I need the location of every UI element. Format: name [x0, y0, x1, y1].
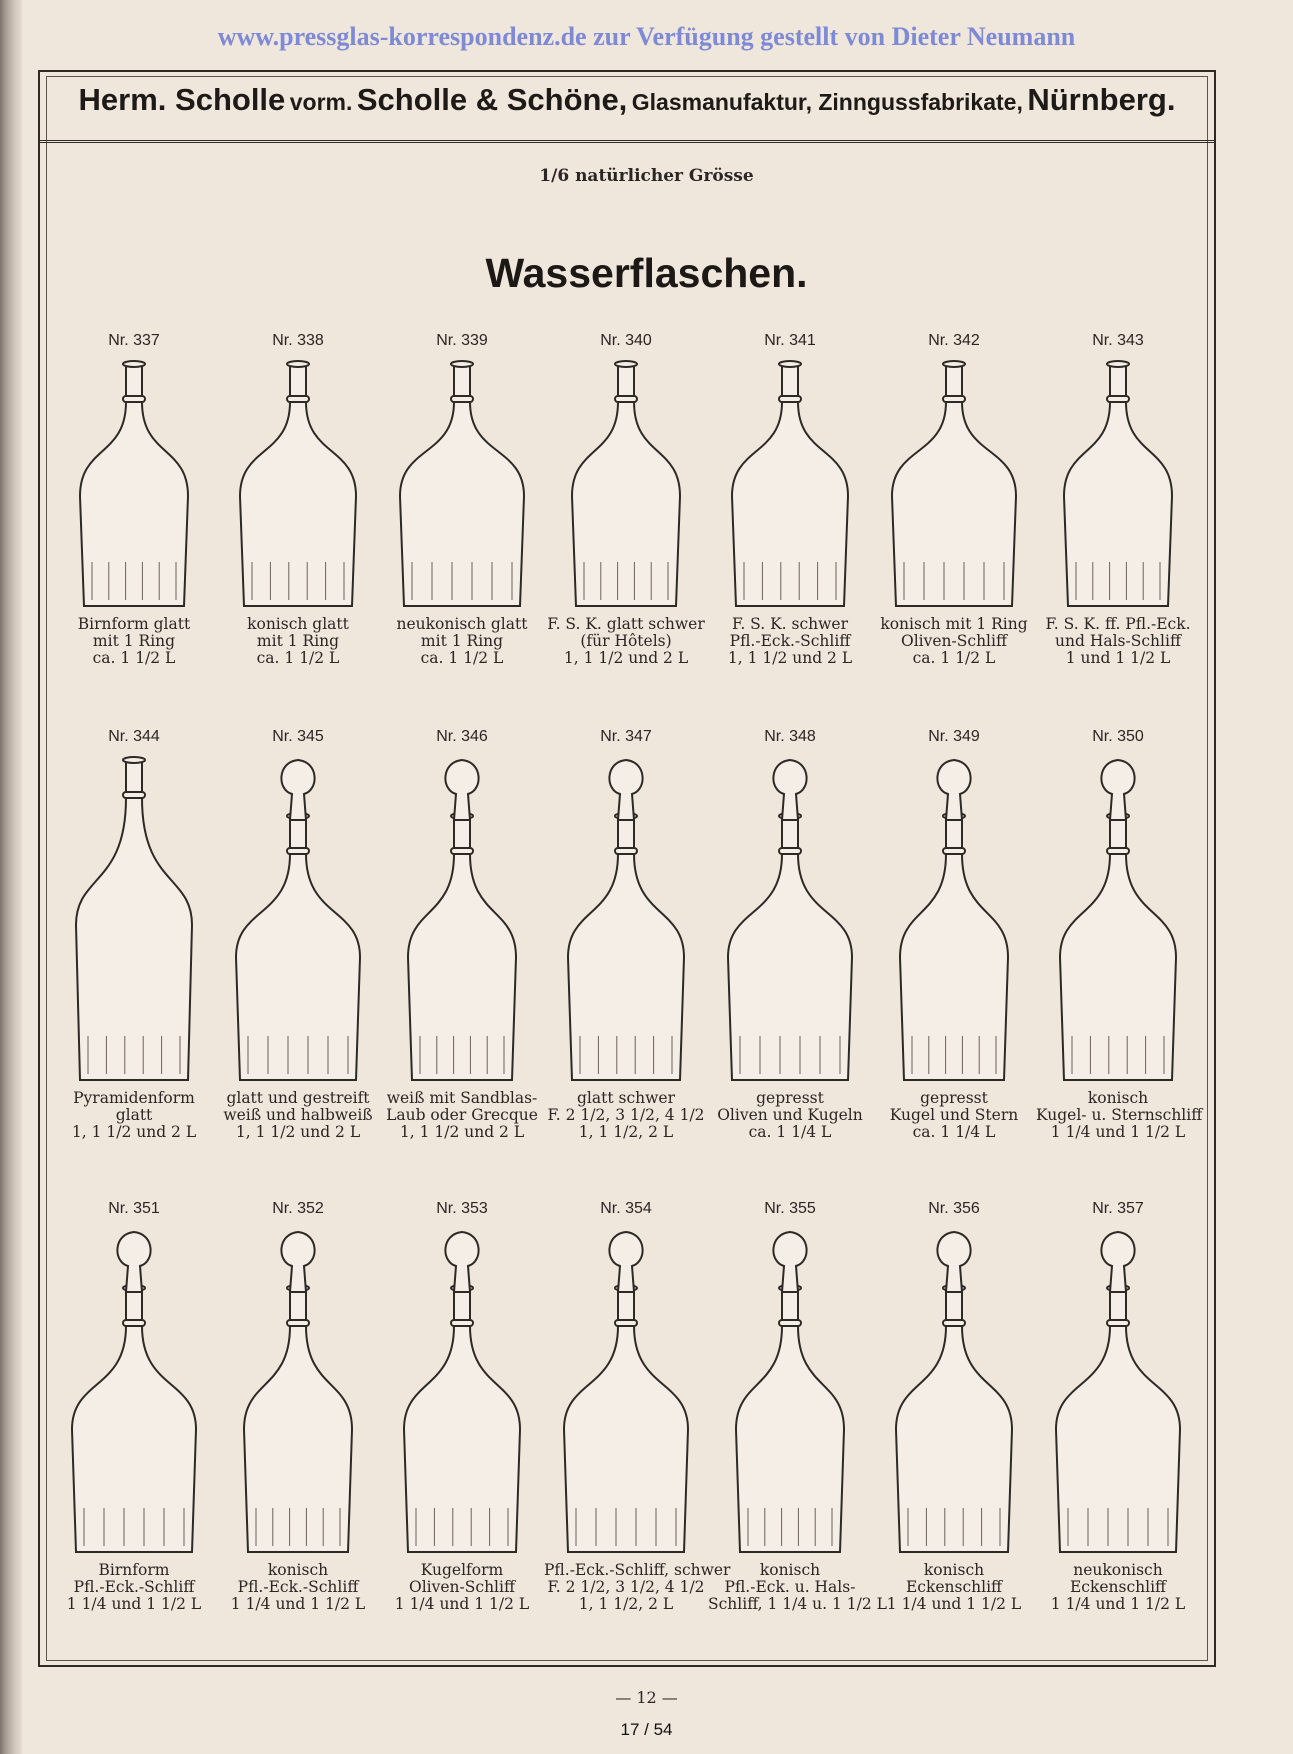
item-description-line: 1 1/4 und 1 1/2 L	[66, 1595, 202, 1613]
item-description-line: glatt schwer	[577, 1089, 675, 1107]
item-description-line: Kugelform	[420, 1561, 504, 1579]
bottle-illustration	[397, 754, 527, 1084]
item-description	[1036, 616, 1200, 667]
item-description-line: Pfl.-Eck. u. Hals-	[724, 1578, 856, 1596]
bottle-item	[872, 332, 1036, 667]
item-number: Nr. 342	[928, 332, 980, 349]
item-description-line: konisch mit 1 Ring	[880, 615, 1028, 633]
item-description-line: Kugel und Stern	[889, 1106, 1019, 1124]
item-description-line: 1 1/4 und 1 1/2 L	[1050, 1595, 1186, 1613]
item-description-line: (für Hôtels)	[580, 632, 672, 650]
item-number: Nr. 340	[600, 332, 652, 349]
item-description	[380, 1090, 544, 1141]
item-number: Nr. 337	[108, 332, 160, 349]
item-description-line: mit 1 Ring	[256, 632, 340, 650]
item-description-line: Oliven-Schliff	[409, 1578, 515, 1596]
item-number: Nr. 349	[928, 728, 980, 745]
item-description-line: 1 und 1 1/2 L	[1065, 649, 1171, 667]
item-number: Nr. 348	[764, 728, 816, 745]
header-city: Nürnberg.	[1027, 82, 1176, 117]
bottle-illustration	[725, 1226, 855, 1556]
item-description-line: F. S. K. ff. Pfl.-Eck.	[1045, 615, 1191, 633]
bottle-item	[52, 332, 216, 667]
catalog-header	[38, 82, 1216, 118]
item-description-line: Eckenschliff	[1069, 1578, 1167, 1596]
item-description-line: ca. 1 1/2 L	[420, 649, 504, 667]
item-number: Nr. 346	[436, 728, 488, 745]
bottle-illustration	[725, 358, 855, 610]
item-number: Nr. 352	[272, 1200, 324, 1217]
item-description-line: F. S. K. schwer	[731, 615, 848, 633]
item-description-line: konisch	[1087, 1089, 1149, 1107]
item-description-line: 1, 1 1/2 und 2 L	[235, 1123, 361, 1141]
item-description	[380, 1562, 544, 1613]
item-description-line: mit 1 Ring	[420, 632, 504, 650]
item-description-line: neukonisch glatt	[396, 615, 528, 633]
bottle-item	[216, 1200, 380, 1613]
item-description	[544, 1090, 708, 1141]
pager: 17 / 54	[620, 1720, 673, 1739]
page-title: Wasserflaschen.	[485, 250, 808, 296]
bottle-item	[708, 728, 872, 1141]
item-description-line: weiß und halbweiß	[223, 1106, 373, 1124]
bottle-item	[544, 332, 708, 667]
bottle-illustration	[1053, 754, 1183, 1084]
item-description-line: Pfl.-Eck.-Schliff	[73, 1578, 195, 1596]
bottle-illustration	[561, 754, 691, 1084]
item-description-line: Birnform glatt	[77, 615, 191, 633]
item-number: Nr. 357	[1092, 1200, 1144, 1217]
item-description-line: Birnform	[98, 1561, 170, 1579]
item-description-line: 1 1/4 und 1 1/2 L	[1050, 1123, 1186, 1141]
bottle-item	[380, 1200, 544, 1613]
item-description	[872, 1090, 1036, 1141]
item-number: Nr. 355	[764, 1200, 816, 1217]
item-description	[872, 616, 1036, 667]
item-description	[1036, 1562, 1200, 1613]
bottle-illustration	[561, 1226, 691, 1556]
header-vorm: vorm.	[289, 89, 353, 115]
item-description-line: 1, 1 1/2, 2 L	[578, 1123, 674, 1141]
bottle-illustration	[561, 358, 691, 610]
item-description-line: gepresst	[920, 1089, 988, 1107]
bottle-item	[52, 728, 216, 1141]
watermark: www.pressglas-korrespondenz.de zur Verfügung gestellt von Dieter Neumann	[217, 22, 1076, 51]
item-description	[544, 1561, 731, 1613]
item-number: Nr. 353	[436, 1200, 488, 1217]
item-description-line: und Hals-Schliff	[1055, 632, 1181, 650]
item-description-line: 1, 1 1/2 und 2 L	[727, 649, 853, 667]
item-description-line: 1 1/4 und 1 1/2 L	[886, 1595, 1022, 1613]
item-description-line: weiß mit Sandblas-	[386, 1089, 538, 1107]
item-description-line: neukonisch	[1073, 1561, 1163, 1579]
bottle-illustration	[889, 358, 1019, 610]
bottle-item	[1036, 332, 1200, 667]
item-description	[52, 1090, 216, 1141]
bottle-item	[708, 332, 872, 667]
scale-note: 1/6 natürlicher Grösse	[539, 166, 754, 186]
bottle-illustration	[233, 358, 363, 610]
item-description-line: ca. 1 1/2 L	[912, 649, 996, 667]
bottle-item	[872, 1200, 1036, 1613]
item-description-line: F. 2 1/2, 3 1/2, 4 1/2	[547, 1106, 705, 1124]
item-number: Nr. 338	[272, 332, 324, 349]
item-description-line: Laub oder Grecque	[386, 1106, 538, 1124]
item-description	[216, 1562, 380, 1613]
item-description-line: ca. 1 1/4 L	[912, 1123, 996, 1141]
bottle-item	[216, 332, 380, 667]
item-number: Nr. 350	[1092, 728, 1144, 745]
bottle-item	[380, 332, 544, 667]
item-description-line: ca. 1 1/4 L	[748, 1123, 832, 1141]
bottle-item	[708, 1200, 887, 1613]
item-description	[52, 1562, 216, 1613]
item-description-line: Pyramidenform	[73, 1089, 195, 1107]
item-description-line: 1, 1 1/2, 2 L	[578, 1595, 674, 1613]
item-description	[216, 1090, 380, 1141]
bottle-illustration	[1053, 358, 1183, 610]
item-description	[52, 616, 216, 667]
item-description-line: Pfl.-Eck.-Schliff, schwer	[544, 1561, 731, 1579]
bottle-illustration	[69, 358, 199, 610]
item-description-line: Kugel- u. Sternschliff	[1036, 1106, 1203, 1124]
bottle-illustration	[889, 1226, 1019, 1556]
item-number: Nr. 351	[108, 1200, 160, 1217]
item-description-line: konisch glatt	[247, 615, 349, 633]
item-description-line: F. S. K. glatt schwer	[547, 615, 705, 633]
item-number: Nr. 344	[108, 728, 160, 745]
item-description-line: 1 1/4 und 1 1/2 L	[230, 1595, 366, 1613]
bottle-item	[380, 728, 544, 1141]
item-description	[708, 1561, 887, 1613]
item-description-line: Eckenschliff	[905, 1578, 1003, 1596]
bottle-item	[544, 728, 708, 1141]
item-description-line: Pfl.-Eck.-Schliff	[237, 1578, 359, 1596]
item-description-line: ca. 1 1/2 L	[256, 649, 340, 667]
bottle-illustration	[233, 1226, 363, 1556]
bottle-item	[544, 1200, 731, 1613]
item-description-line: Pfl.-Eck.-Schliff	[729, 632, 851, 650]
bottle-illustration	[69, 754, 199, 1084]
item-description	[380, 616, 544, 667]
page-number: — 12 —	[615, 1688, 678, 1707]
bottle-illustration	[397, 358, 527, 610]
item-number: Nr. 345	[272, 728, 324, 745]
bottle-item	[872, 728, 1036, 1141]
bottle-illustration	[889, 754, 1019, 1084]
bottle-item	[52, 1200, 216, 1613]
item-description-line: Oliven und Kugeln	[717, 1106, 863, 1124]
header-divider	[38, 140, 1216, 143]
item-number: Nr. 343	[1092, 332, 1144, 349]
item-description-line: gepresst	[756, 1089, 824, 1107]
item-number: Nr. 339	[436, 332, 488, 349]
bottle-illustration	[233, 754, 363, 1084]
item-description-line: 1, 1 1/2 und 2 L	[399, 1123, 525, 1141]
header-name1: Herm. Scholle	[78, 82, 286, 117]
item-description-line: konisch	[267, 1561, 329, 1579]
item-number: Nr. 356	[928, 1200, 980, 1217]
item-number: Nr. 341	[764, 332, 816, 349]
item-description	[544, 616, 708, 667]
item-number: Nr. 354	[600, 1200, 652, 1217]
bottle-illustration	[1053, 1226, 1183, 1556]
bottle-item	[1036, 1200, 1200, 1613]
bottle-illustration	[725, 754, 855, 1084]
item-description	[872, 1562, 1036, 1613]
item-description-line: mit 1 Ring	[92, 632, 176, 650]
item-description	[708, 1090, 872, 1141]
header-trade: Glasmanufaktur, Zinngussfabrikate,	[631, 89, 1023, 115]
item-description	[708, 616, 872, 667]
item-description-line: ca. 1 1/2 L	[92, 649, 176, 667]
bottle-item	[216, 728, 380, 1141]
bottle-item	[1036, 728, 1203, 1141]
item-description-line: glatt und gestreift	[226, 1089, 370, 1107]
item-description-line: konisch	[923, 1561, 985, 1579]
item-description-line: F. 2 1/2, 3 1/2, 4 1/2	[547, 1578, 705, 1596]
item-number: Nr. 347	[600, 728, 652, 745]
item-description-line: 1, 1 1/2 und 2 L	[71, 1123, 197, 1141]
bottle-illustration	[69, 1226, 199, 1556]
item-description-line: Schliff, 1 1/4 u. 1 1/2 L	[708, 1595, 887, 1613]
item-description-line: glatt	[115, 1106, 153, 1124]
item-description	[216, 616, 380, 667]
item-description-line: 1 1/4 und 1 1/2 L	[394, 1595, 530, 1613]
item-description	[1036, 1089, 1203, 1141]
item-description-line: konisch	[759, 1561, 821, 1579]
header-name2: Scholle & Schöne,	[356, 82, 628, 117]
bottle-illustration	[397, 1226, 527, 1556]
item-description-line: Oliven-Schliff	[901, 632, 1007, 650]
item-description-line: 1, 1 1/2 und 2 L	[563, 649, 689, 667]
